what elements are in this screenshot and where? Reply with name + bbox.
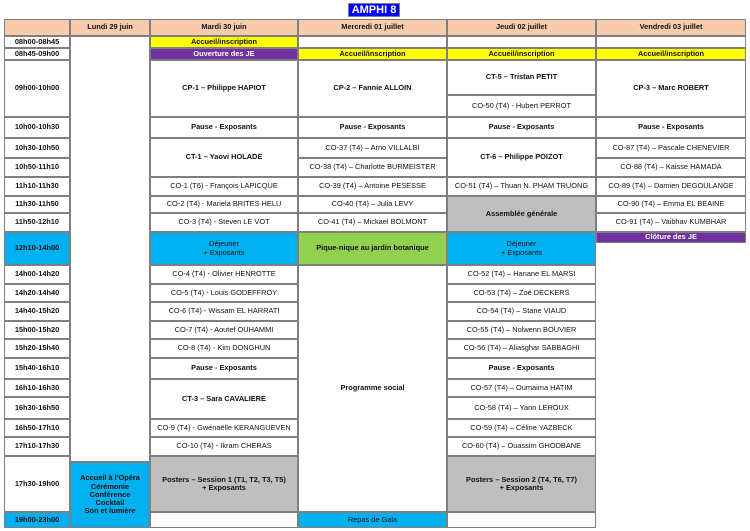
thursday-co57: CO-57 (T4) – Oumaima HATIM bbox=[447, 379, 596, 397]
wednesday-co37: CO-37 (T4) – Arno VILLALBI bbox=[298, 138, 447, 158]
time-slot: 12h10-14h00 bbox=[4, 232, 70, 265]
thursday-co58: CO-58 (T4) – Yann LEROUX bbox=[447, 397, 596, 419]
thursday-co54: CO-54 (T4) – Stane VIAUD bbox=[447, 302, 596, 321]
wednesday-co38: CO-38 (T4) – Charlotte BURMEISTER bbox=[298, 158, 447, 177]
wednesday-cp2: CP-2 – Fannie ALLOIN bbox=[298, 60, 447, 117]
thursday-co52: CO-52 (T4) – Hanane EL MARSI bbox=[447, 265, 596, 284]
wednesday-co39: CO-39 (T4) – Antoine PESESSE bbox=[298, 177, 447, 196]
tuesday-accueil: Accueil/inscription bbox=[150, 36, 298, 48]
thursday-co60: CO-60 (T4) – Ouassim GHODBANE bbox=[447, 437, 596, 456]
wednesday-accueil: Accueil/inscription bbox=[298, 48, 447, 60]
thursday-ct5: CT-5 – Tristan PETIT bbox=[447, 60, 596, 95]
friday-accueil: Accueil/inscription bbox=[596, 48, 746, 60]
time-slot: 19h00-23h00 bbox=[4, 512, 70, 528]
time-slot: 08h00-08h45 bbox=[4, 36, 70, 48]
time-slot: 16h10-16h30 bbox=[4, 379, 70, 397]
wednesday-empty-top bbox=[298, 36, 447, 48]
tuesday-co10: CO-10 (T4) - Ikram CHERAS bbox=[150, 437, 298, 456]
thursday-co50: CO-50 (T4) - Hubert PERROT bbox=[447, 95, 596, 117]
tuesday-co5: CO-5 (T4) - Louis GODEFFROY bbox=[150, 284, 298, 302]
thursday-pause-1: Pause - Exposants bbox=[447, 117, 596, 138]
tuesday-co1: CO-1 (T6) - François LAPICQUE bbox=[150, 177, 298, 196]
thursday-co55: CO-55 (T4) – Nolwenn BOUVIER bbox=[447, 321, 596, 339]
friday-cp3: CP-3 – Marc ROBERT bbox=[596, 60, 746, 117]
friday-co90: CO-90 (T4) – Emma EL BEAINE bbox=[596, 196, 746, 213]
tuesday-empty bbox=[150, 512, 298, 528]
friday-cloture: Clôture des JE bbox=[596, 232, 746, 243]
friday-co89: CO-89 (T4) – Damien DEGOULANGE bbox=[596, 177, 746, 196]
thursday-co59: CO-59 (T4) – Céline YAZBECK bbox=[447, 419, 596, 437]
monday-opera-event: Accueil à l'Opéra Cérémonie Conférence Cocktail Son et lumière bbox=[70, 462, 150, 528]
tuesday-co4: CO-4 (T4) - Olivier HENROTTE bbox=[150, 265, 298, 284]
thursday-posters-2: Posters – Session 2 (T4, T6, T7) + Exposants bbox=[447, 456, 596, 512]
tuesday-pause-1: Pause - Exposants bbox=[150, 117, 298, 138]
time-slot: 17h30-19h00 bbox=[4, 456, 70, 512]
tuesday-co7: CO-7 (T4) - Aoutef OUHAMMI bbox=[150, 321, 298, 339]
tuesday-ouverture: Ouverture des JE bbox=[150, 48, 298, 60]
time-slot: 11h10-11h30 bbox=[4, 177, 70, 196]
time-slot: 14h40-15h20 bbox=[4, 302, 70, 321]
header-day-wednesday: Mercredi 01 juillet bbox=[298, 19, 447, 36]
thursday-empty-top bbox=[447, 36, 596, 48]
monday-empty bbox=[70, 36, 150, 462]
wednesday-co41: CO-41 (T4) – Mickael BOLMONT bbox=[298, 213, 447, 232]
tuesday-co3: CO-3 (T4) - Steven LE VOT bbox=[150, 213, 298, 232]
wednesday-co40: CO-40 (T4) – Julia LEVY bbox=[298, 196, 447, 213]
tuesday-co9: CO-9 (T4) - Gwénaëlle KERANGUEVEN bbox=[150, 419, 298, 437]
tuesday-ct3: CT-3 – Sara CAVALIERE bbox=[150, 379, 298, 419]
time-slot: 16h30-16h50 bbox=[4, 397, 70, 419]
thursday-empty bbox=[447, 512, 596, 528]
thursday-ct6: CT-6 – Philippe POIZOT bbox=[447, 138, 596, 177]
thursday-co51: CO-51 (T4) – Thuan N. PHAM TRUONG bbox=[447, 177, 596, 196]
wednesday-gala: Repas de Gala bbox=[298, 512, 447, 528]
friday-co88: CO-88 (T4) – Kaisse HAMADA bbox=[596, 158, 746, 177]
friday-empty-top bbox=[596, 36, 746, 48]
tuesday-ct1: CT-1 – Yaovi HOLADE bbox=[150, 138, 298, 177]
friday-co91: CO-91 (T4) – Vaibhav KUMBHAR bbox=[596, 213, 746, 232]
tuesday-co8: CO-8 (T4) - Kim DONGHUN bbox=[150, 339, 298, 358]
time-slot: 10h00-10h30 bbox=[4, 117, 70, 138]
tuesday-dejeuner: Déjeuner + Exposants bbox=[150, 232, 298, 265]
header-day-tuesday: Mardi 30 juin bbox=[150, 19, 298, 36]
thursday-co53: CO-53 (T4) – Zoé DECKERS bbox=[447, 284, 596, 302]
time-slot: 11h30-11h50 bbox=[4, 196, 70, 213]
friday-co87: CO-87 (T4) – Pascale CHENEVIER bbox=[596, 138, 746, 158]
thursday-co56: CO-56 (T4) – Aliasghar SABBAGHI bbox=[447, 339, 596, 358]
tuesday-co2: CO-2 (T4) - Mariela BRITES HELU bbox=[150, 196, 298, 213]
tuesday-posters-1: Posters – Session 1 (T1, T2, T3, T5) + Exposants bbox=[150, 456, 298, 512]
wednesday-pause: Pause - Exposants bbox=[298, 117, 447, 138]
header-day-thursday: Jeudi 02 juillet bbox=[447, 19, 596, 36]
time-slot: 09h00-10h00 bbox=[4, 60, 70, 117]
time-slot: 15h20-15h40 bbox=[4, 339, 70, 358]
thursday-assemblee: Assemblée générale bbox=[447, 196, 596, 232]
thursday-accueil: Accueil/inscription bbox=[447, 48, 596, 60]
tuesday-co6: CO-6 (T4) - Wissam EL HARRATI bbox=[150, 302, 298, 321]
wednesday-piquenique: Pique-nique au jardin botanique bbox=[298, 232, 447, 265]
time-slot: 15h00-15h20 bbox=[4, 321, 70, 339]
time-slot: 14h20-14h40 bbox=[4, 284, 70, 302]
time-slot: 08h45-09h00 bbox=[4, 48, 70, 60]
time-slot: 14h00-14h20 bbox=[4, 265, 70, 284]
time-slot: 11h50-12h10 bbox=[4, 213, 70, 232]
tuesday-cp1: CP-1 – Philippe HAPIOT bbox=[150, 60, 298, 117]
thursday-dejeuner: Déjeuner + Exposants bbox=[447, 232, 596, 265]
tuesday-pause-2: Pause - Exposants bbox=[150, 358, 298, 379]
wednesday-programme-social: Programme social bbox=[298, 265, 447, 512]
page-title: AMPHI 8 bbox=[348, 3, 400, 17]
time-slot: 15h40-16h10 bbox=[4, 358, 70, 379]
header-empty bbox=[4, 19, 70, 36]
time-slot: 10h50-11h10 bbox=[4, 158, 70, 177]
time-slot: 17h10-17h30 bbox=[4, 437, 70, 456]
time-slot: 10h30-10h50 bbox=[4, 138, 70, 158]
header-day-friday: Vendredi 03 juillet bbox=[596, 19, 746, 36]
time-slot: 16h50-17h10 bbox=[4, 419, 70, 437]
thursday-pause-2: Pause - Exposants bbox=[447, 358, 596, 379]
friday-pause: Pause - Exposants bbox=[596, 117, 746, 138]
header-day-monday: Lundi 29 juin bbox=[70, 19, 150, 36]
